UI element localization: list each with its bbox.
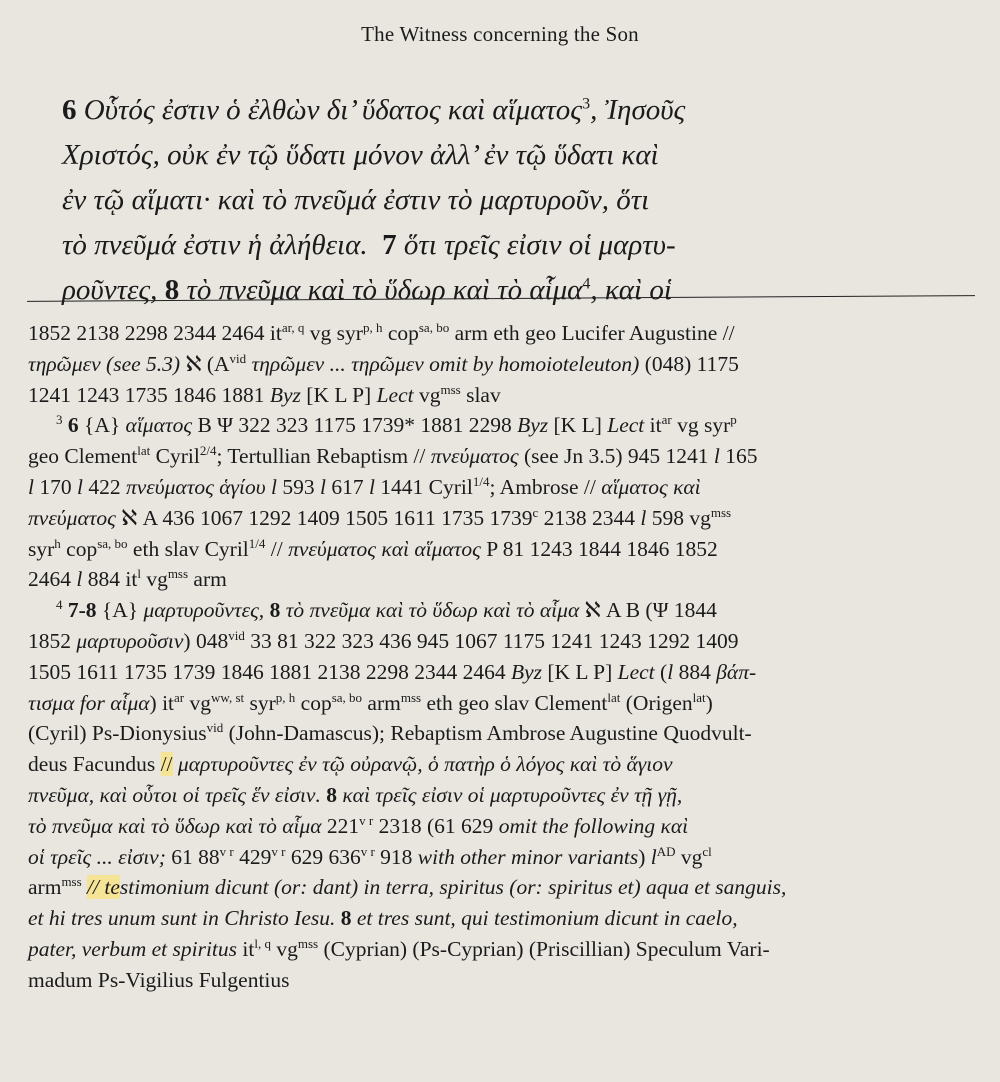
apparatus-line: τηρῶμεν (see 5.3) ℵ ($A^{vid}$ τηρῶμεν ... τηρῶμεν omit by homoioteleuton) (048) 1175 xyxy=(28,350,739,376)
apparatus-line: et hi tres unum sunt in Christo Iesu. 8 et tres sunt, qui testimonium dicunt in caelo, xyxy=(28,906,738,931)
apparatus-line: τισμα for αἷμα) $it^{ar}$ $vg^{ww, st}$ syr$^{p, h}$ cop$^{sa, bo}$ arm$^{mss}$ eth geo slav Clement$^{lat}$ (Origen$^{lat}$) xyxy=(28,689,713,715)
critical-apparatus xyxy=(28,318,978,996)
main-text-line: 6 Οὗτός ἐστιν ὁ ἐλθὼν δι’ ὕδατος καὶ αἵματος$^3$, Ἰησοῦς xyxy=(62,94,686,126)
apparatus-line: τὸ πνεῦμα καὶ τὸ ὕδωρ καὶ τὸ αἷμα $221^{v r}$ 2318 (61 629 omit the following καὶ xyxy=(28,812,689,838)
apparatus-line: πνεῦμα, καὶ οὗτοι οἱ τρεῖς ἕν εἰσιν. 8 καὶ τρεῖς εἰσιν οἱ μαρτυροῦντες ἐν τῇ γῇ, xyxy=(28,782,683,807)
apparatus-line: $^3$ 6 {A} αἵματος B Ψ 322 323 1175 1739* 1881 2298 Byz [K L] Lect $it^{ar}$ vg syr$^p$ xyxy=(56,412,737,438)
main-greek-text xyxy=(62,88,962,313)
apparatus-line: οἱ τρεῖς ... εἰσιν; 61 $88^{v r}$ $429^{v r}$ 629 $636^{v r}$ 918 with other minor variants) $l^{AD}$ $vg^{cl}$ xyxy=(28,843,712,869)
main-text-line: ροῦντες, 8 τὸ πνεῦμα καὶ τὸ ὕδωρ καὶ τὸ αἷμα$^4$, καὶ οἱ xyxy=(62,274,672,306)
main-text-line: τὸ πνεῦμά ἐστιν ἡ ἀλήθεια. 7 ὅτι τρεῖς εἰσιν οἱ μαρτυ- xyxy=(62,229,676,261)
apparatus-line: 1505 1611 1735 1739 1846 1881 2138 2298 2344 2464 Byz [K L P] Lect (l 884 βάπ- xyxy=(28,659,757,684)
apparatus-line: 1852 μαρτυροῦσιν) $048^{vid}$ 33 81 322 323 436 945 1067 1175 1241 1243 1292 1409 xyxy=(28,627,739,653)
apparatus-line: 1852 2138 2298 2344 2464 $it^{ar, q}$ vg syr$^{p, h}$ cop$^{sa, bo}$ arm eth geo Lucifer Augustine // xyxy=(28,319,735,345)
main-text-line: Χριστός, οὐκ ἐν τῷ ὕδατι μόνον ἀλλ’ ἐν τῷ ὕδατι καὶ xyxy=(62,139,659,171)
apparatus-line: l 170 l 422 πνεύματος ἁγίου l 593 l 617 l 1441 Cyril$^{1/4}$; Ambrose // αἵματος καὶ xyxy=(28,473,701,499)
apparatus-line: geo Clement$^{lat}$ Cyril$^{2/4}$; Tertullian Rebaptism // πνεύματος (see Jn 3.5) 945 1241 l 165 xyxy=(28,443,758,469)
apparatus-line: (Cyril) Ps-Dionysius$^{vid}$ (John-Damascus); Rebaptism Ambrose Augustine Quodvult- xyxy=(28,720,752,746)
footnote-marker: 3 xyxy=(582,95,591,113)
page-header: The Witness concerning the Son xyxy=(361,22,639,46)
apparatus-line: πνεύματος ℵ A 436 1067 1292 1409 1505 1611 1735 1739$^c$ 2138 2344 l 598 $vg^{mss}$ xyxy=(28,504,732,530)
apparatus-line: 2464 l 884 $it^l$ $vg^{mss}$ arm xyxy=(28,566,227,592)
verse-number: 6 xyxy=(62,94,77,126)
apparatus-line: 1241 1243 1735 1846 1881 Byz [K L P] Lect $vg^{mss}$ slav xyxy=(28,381,501,407)
apparatus-line: syr$^h$ cop$^{sa, bo}$ eth slav Cyril$^{1/4}$ // πνεύματος καὶ αἵματος P 81 1243 1844 1846 1852 xyxy=(28,535,718,561)
apparatus-line: madum Ps-Vigilius Fulgentius xyxy=(28,967,290,992)
apparatus-line: deus Facundus // μαρτυροῦντες ἐν τῷ οὐρανῷ, ὁ πατὴρ ὁ λόγος καὶ τὸ ἅγιον xyxy=(28,752,673,777)
main-text-line: ἐν τῷ αἵματι· καὶ τὸ πνεῦμά ἐστιν τὸ μαρτυροῦν, ὅτι xyxy=(62,184,650,216)
apparatus-line: arm$^{mss}$ // testimonium dicunt (or: dant) in terra, spiritus (or: spiritus et) aqua et sanguis, xyxy=(28,874,787,900)
verse-number: 7 xyxy=(382,229,397,261)
highlight-mark: // te xyxy=(87,875,120,900)
apparatus-line: pater, verbum et spiritus it$^{l, q}$ $vg^{mss}$ (Cyprian) (Ps-Cyprian) (Priscillian) Speculum Vari- xyxy=(28,935,770,961)
highlight-mark: // xyxy=(160,752,173,777)
footnote-marker: 4 xyxy=(582,275,591,293)
apparatus-line: $^4$ 7-8 {A} μαρτυροῦντες, 8 τὸ πνεῦμα καὶ τὸ ὕδωρ καὶ τὸ αἷμα ℵ A B (Ψ 1844 xyxy=(56,597,717,623)
verse-number: 8 xyxy=(164,274,180,306)
